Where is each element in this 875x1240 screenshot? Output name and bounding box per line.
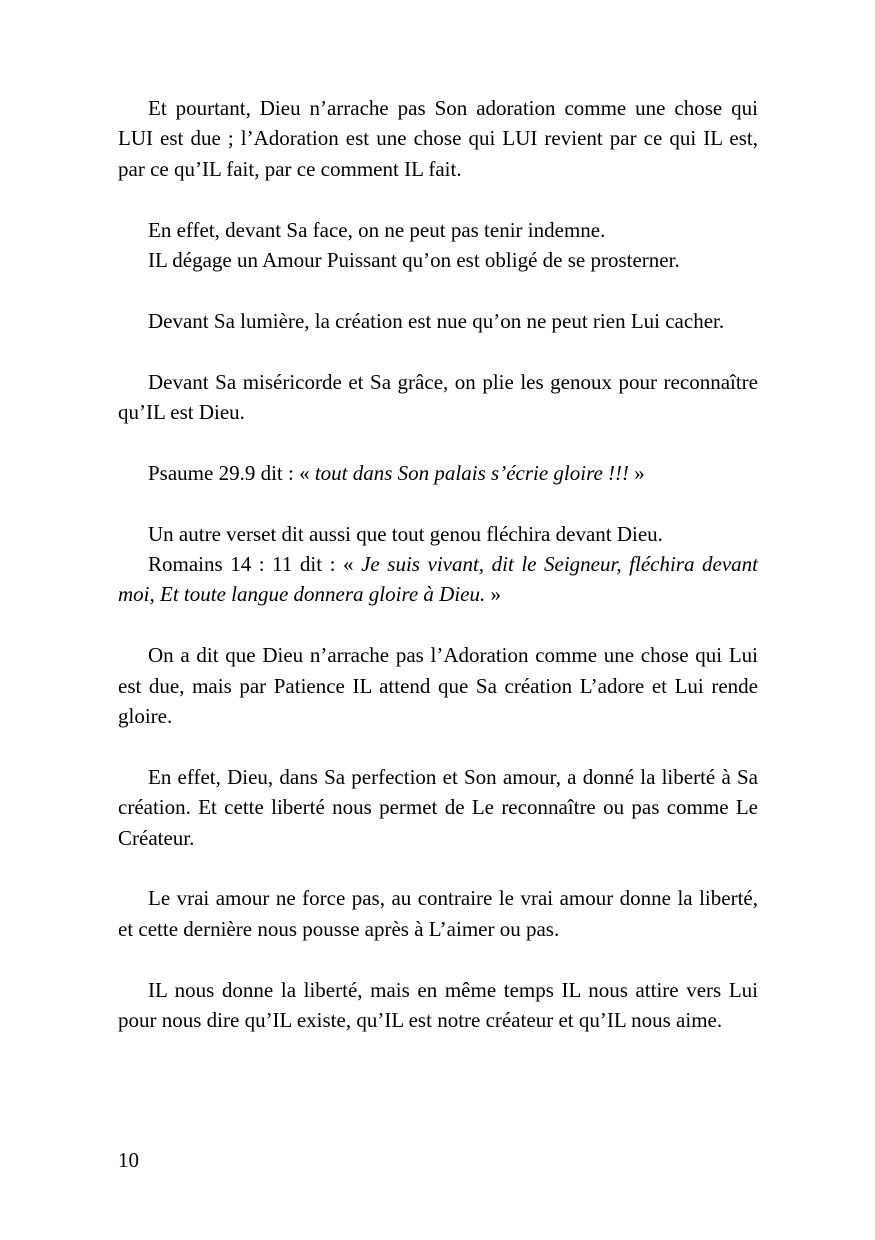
psaume-prefix: Psaume 29.9 dit : « bbox=[148, 460, 315, 485]
paragraph-face-line2: IL dégage un Amour Puissant qu’on est obligé de se prosterner. bbox=[148, 248, 680, 273]
romains-suffix: » bbox=[485, 582, 502, 607]
paragraph-face-line1: En effet, devant Sa face, on ne peut pas tenir indemne. bbox=[148, 217, 606, 242]
romains-quote: Je suis vivant, dit le Seigneur, fléchira devant moi, Et toute langue donnera gloire à Dieu. bbox=[118, 552, 758, 607]
psaume-suffix: » bbox=[629, 460, 645, 485]
paragraph-psaume bbox=[118, 458, 758, 488]
paragraph-liberte: En effet, Dieu, dans Sa perfection et Son amour, a donné la liberté à Sa création. Et cette liberté nous permet de Le reconnaître ou pas comme Le Créateur. bbox=[118, 764, 758, 850]
paragraph-misericorde: Devant Sa miséricorde et Sa grâce, on plie les genoux pour reconnaître qu’IL est Dieu. bbox=[118, 369, 758, 425]
page-number: 10 bbox=[118, 1148, 139, 1172]
paragraph-attire: IL nous donne la liberté, mais en même temps IL nous attire vers Lui pour nous dire qu’IL existe, qu’IL est notre créateur et qu’IL nous aime. bbox=[118, 977, 758, 1033]
romains-prefix: Romains 14 : 11 dit : « bbox=[148, 552, 362, 577]
body-text bbox=[118, 93, 758, 1066]
paragraph-patience: On a dit que Dieu n’arrache pas l’Adoration comme une chose qui Lui est due, mais par Patience IL attend que Sa création L’adore et Lui rende gloire. bbox=[118, 643, 758, 729]
paragraph-vrai-amour: Le vrai amour ne force pas, au contraire le vrai amour donne la liberté, et cette dernière nous pousse après à L’aimer ou pas. bbox=[118, 886, 758, 941]
paragraph-romains bbox=[118, 549, 758, 610]
paragraph-lumiere: Devant Sa lumière, la création est nue qu’on ne peut rien Lui cacher. bbox=[148, 308, 725, 333]
paragraph-verset: Un autre verset dit aussi que tout genou fléchira devant Dieu. bbox=[148, 521, 663, 546]
psaume-quote: tout dans Son palais s’écrie gloire !!! bbox=[314, 460, 630, 485]
paragraph-adoration-intro: Et pourtant, Dieu n’arrache pas Son adoration comme une chose qui LUI est due ; l’Adoration est une chose qui LUI revient par ce qui IL est, par ce qu’IL fait, par ce comment IL fait. bbox=[118, 96, 758, 181]
